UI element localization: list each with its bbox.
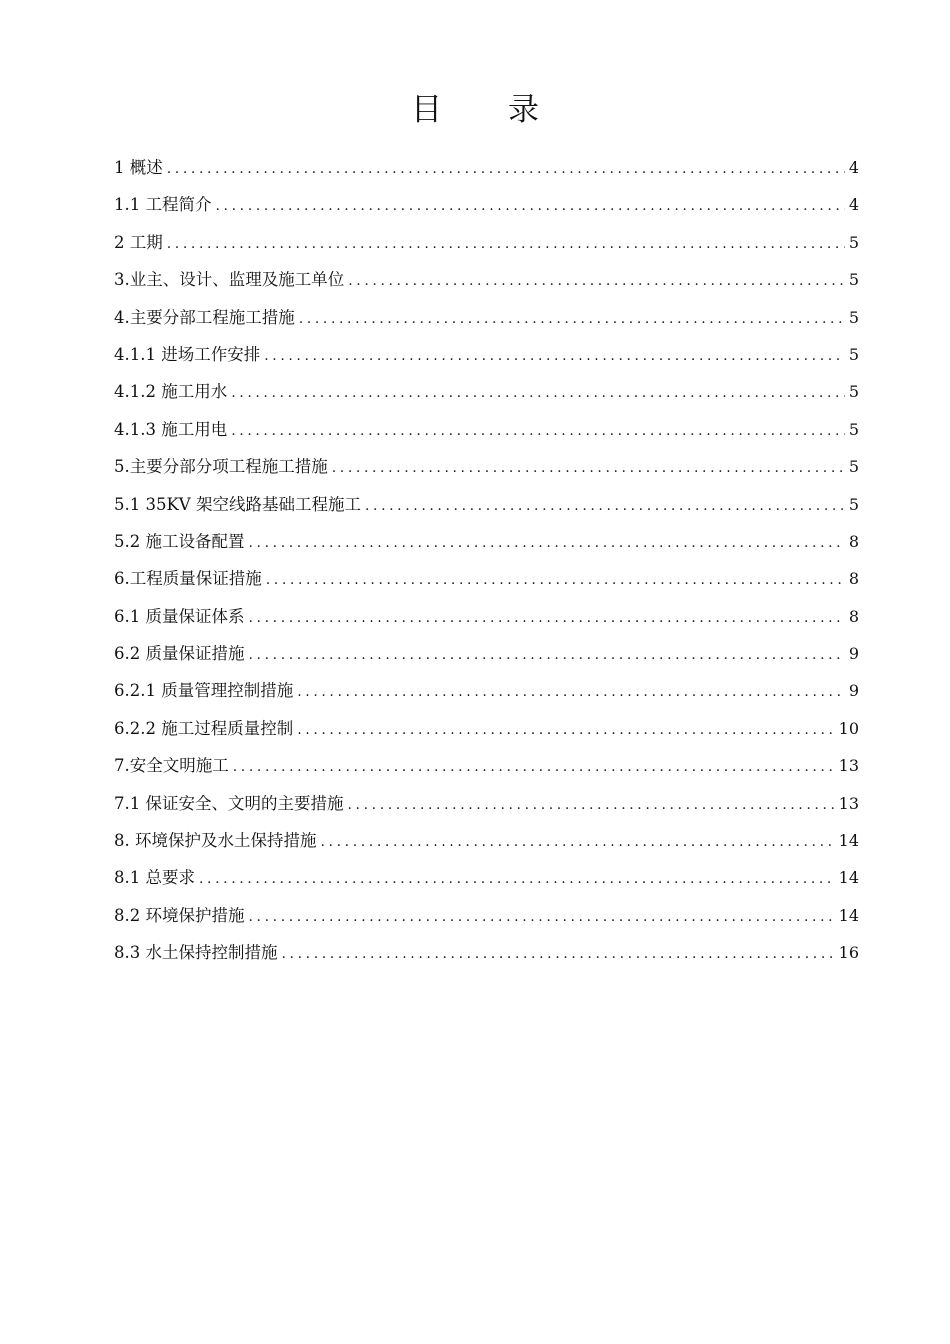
title-char-right: 录 xyxy=(508,92,539,128)
toc-entry-page: 8 xyxy=(848,606,859,626)
toc-leader-dots xyxy=(249,899,835,936)
toc-entry-label: 4.1.1 进场工作安排 xyxy=(114,344,261,364)
toc-entry-page: 5 xyxy=(848,344,859,364)
toc-leader-dots xyxy=(231,375,845,412)
toc-leader-dots xyxy=(167,151,845,188)
toc-entry[interactable] xyxy=(114,149,859,186)
toc-entry[interactable] xyxy=(114,747,859,784)
toc-entry-page: 8 xyxy=(848,531,859,551)
toc-entry[interactable] xyxy=(114,560,859,597)
toc-entry[interactable] xyxy=(114,523,859,560)
toc-entry-label: 4.1.3 施工用电 xyxy=(114,419,228,439)
toc-leader-dots xyxy=(348,263,845,300)
toc-entry-label: 6.2 质量保证措施 xyxy=(114,644,245,664)
toc-entry[interactable] xyxy=(114,822,859,859)
toc-entry[interactable] xyxy=(114,897,859,934)
toc-entry-label: 7.1 保证安全、文明的主要措施 xyxy=(114,793,344,813)
toc-leader-dots xyxy=(167,226,845,263)
toc-entry[interactable] xyxy=(114,261,859,298)
toc-entry[interactable] xyxy=(114,186,859,223)
toc-leader-dots xyxy=(365,488,845,525)
title-char-left: 目 xyxy=(411,92,442,128)
toc-entry-page: 8 xyxy=(848,569,859,589)
toc-leader-dots xyxy=(249,600,845,637)
toc-entry-page: 9 xyxy=(848,681,859,701)
toc-entry-page: 5 xyxy=(848,270,859,290)
toc-entry[interactable] xyxy=(114,710,859,747)
toc-leader-dots xyxy=(249,637,845,674)
toc-leader-dots xyxy=(348,787,835,824)
toc-entry-page: 5 xyxy=(848,457,859,477)
toc-entry[interactable] xyxy=(114,486,859,523)
toc-leader-dots xyxy=(297,712,834,749)
toc-entry-page: 5 xyxy=(848,494,859,514)
toc-leader-dots xyxy=(297,674,845,711)
toc-entry-label: 4.主要分部工程施工措施 xyxy=(114,307,295,327)
toc-entry-label: 2 工期 xyxy=(114,232,163,252)
toc-entry[interactable] xyxy=(114,672,859,709)
toc-entry-label: 5.2 施工设备配置 xyxy=(114,531,245,551)
toc-entry[interactable] xyxy=(114,448,859,485)
toc-leader-dots xyxy=(321,824,835,861)
toc-leader-dots xyxy=(233,749,835,786)
toc-leader-dots xyxy=(231,413,845,450)
toc-entry-page: 4 xyxy=(848,195,859,215)
toc-entry-page: 10 xyxy=(838,718,859,738)
toc-entry-label: 6.1 质量保证体系 xyxy=(114,606,245,626)
table-of-contents xyxy=(114,149,859,972)
toc-entry-page: 13 xyxy=(838,793,859,813)
toc-entry-page: 5 xyxy=(848,307,859,327)
toc-entry-label: 1.1 工程简介 xyxy=(114,195,212,215)
toc-entry-label: 5.主要分部分项工程施工措施 xyxy=(114,457,328,477)
toc-leader-dots xyxy=(264,338,845,375)
toc-entry-label: 6.2.1 质量管理控制措施 xyxy=(114,681,294,701)
toc-entry-page: 13 xyxy=(838,756,859,776)
toc-entry-label: 6.2.2 施工过程质量控制 xyxy=(114,718,294,738)
toc-entry[interactable] xyxy=(114,934,859,971)
toc-leader-dots xyxy=(216,188,845,225)
toc-leader-dots xyxy=(266,562,845,599)
toc-entry-label: 4.1.2 施工用水 xyxy=(114,382,228,402)
toc-entry-page: 9 xyxy=(848,644,859,664)
toc-entry[interactable] xyxy=(114,859,859,896)
toc-entry-label: 6.工程质量保证措施 xyxy=(114,569,262,589)
toc-entry[interactable] xyxy=(114,299,859,336)
toc-entry-page: 5 xyxy=(848,382,859,402)
toc-entry-label: 8.1 总要求 xyxy=(114,868,195,888)
toc-entry-label: 8.3 水土保持控制措施 xyxy=(114,943,278,963)
toc-entry-label: 8. 环境保护及水土保持措施 xyxy=(114,831,317,851)
toc-entry-page: 16 xyxy=(838,943,859,963)
toc-entry-label: 1 概述 xyxy=(114,158,163,177)
toc-entry-page: 14 xyxy=(838,831,859,851)
toc-leader-dots xyxy=(199,861,835,898)
toc-entry-page: 5 xyxy=(848,419,859,439)
toc-entry-label: 7.安全文明施工 xyxy=(114,756,229,776)
toc-entry[interactable] xyxy=(114,635,859,672)
toc-entry-page: 4 xyxy=(848,158,859,177)
toc-leader-dots xyxy=(332,450,845,487)
toc-leader-dots xyxy=(249,525,845,562)
toc-entry[interactable] xyxy=(114,224,859,261)
toc-entry-label: 8.2 环境保护措施 xyxy=(114,905,245,925)
toc-entry-label: 5.1 35KV 架空线路基础工程施工 xyxy=(114,494,361,514)
toc-leader-dots xyxy=(282,936,835,973)
toc-entry[interactable] xyxy=(114,598,859,635)
toc-entry[interactable] xyxy=(114,411,859,448)
page-title xyxy=(0,88,950,132)
toc-leader-dots xyxy=(299,301,845,338)
toc-entry-page: 14 xyxy=(838,905,859,925)
toc-entry[interactable] xyxy=(114,373,859,410)
toc-entry[interactable] xyxy=(114,785,859,822)
toc-entry-label: 3.业主、设计、监理及施工单位 xyxy=(114,270,345,290)
toc-entry-page: 14 xyxy=(838,868,859,888)
toc-entry-page: 5 xyxy=(848,232,859,252)
toc-entry[interactable] xyxy=(114,336,859,373)
